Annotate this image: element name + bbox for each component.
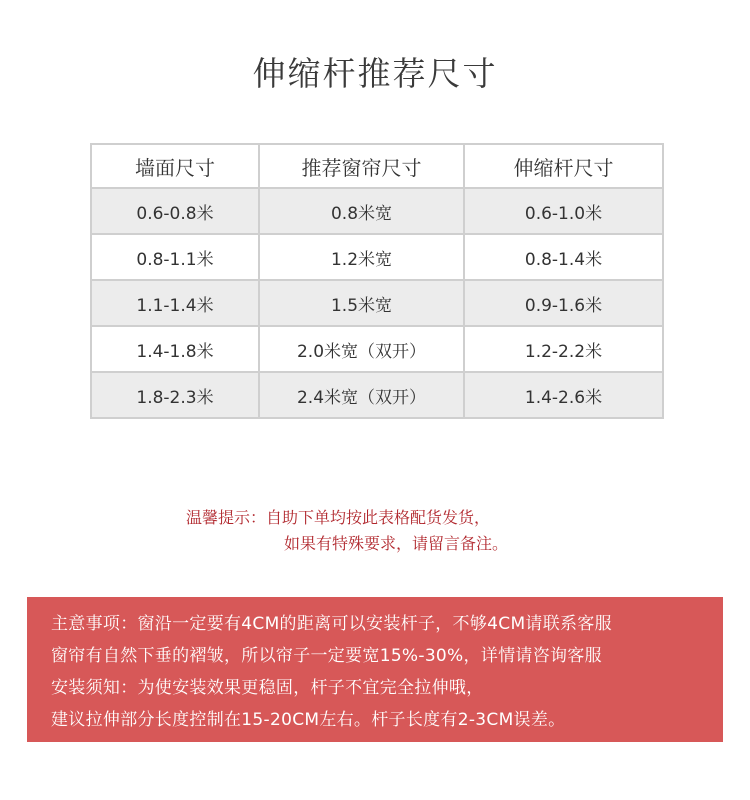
cell-wall-size: 1.1-1.4米: [91, 280, 259, 326]
notice-line-3: 安装须知：为使安装效果更稳固，杆子不宜完全拉伸哦，: [51, 678, 484, 698]
notice-box: [27, 597, 723, 742]
notice-line-1: 主意事项：窗沿一定要有4CM的距离可以安装杆子，不够4CM请联系客服: [51, 614, 612, 634]
table-header-row: [91, 144, 663, 188]
cell-rod-size: 1.4-2.6米: [464, 372, 663, 418]
table-row: [91, 326, 663, 372]
cell-wall-size: 0.6-0.8米: [91, 188, 259, 234]
hint-line-2: 如果有特殊要求，请留言备注。: [284, 534, 509, 553]
cell-curtain-size: 1.5米宽: [259, 280, 464, 326]
cell-rod-size: 0.6-1.0米: [464, 188, 663, 234]
cell-wall-size: 1.8-2.3米: [91, 372, 259, 418]
cell-rod-size: 0.8-1.4米: [464, 234, 663, 280]
cell-wall-size: 0.8-1.1米: [91, 234, 259, 280]
table-row: [91, 372, 663, 418]
table-row: [91, 188, 663, 234]
hint-line-1: 温馨提示：自助下单均按此表格配货发货，: [186, 508, 491, 527]
cell-curtain-size: 2.0米宽（双开）: [259, 326, 464, 372]
notice-line-2: 窗帘有自然下垂的褶皱，所以帘子一定要宽15%-30%，详情请咨询客服: [51, 646, 602, 666]
page-title: 伸缩杆推荐尺寸: [252, 54, 498, 93]
hint-text: [186, 505, 508, 557]
cell-curtain-size: 1.2米宽: [259, 234, 464, 280]
table-row: [91, 234, 663, 280]
cell-rod-size: 0.9-1.6米: [464, 280, 663, 326]
header-rod-size: 伸缩杆尺寸: [464, 144, 663, 188]
cell-wall-size: 1.4-1.8米: [91, 326, 259, 372]
header-wall-size: 墙面尺寸: [91, 144, 259, 188]
table-row: [91, 280, 663, 326]
notice-line-4: 建议拉伸部分长度控制在15-20CM左右。杆子长度有2-3CM误差。: [51, 710, 566, 730]
cell-curtain-size: 0.8米宽: [259, 188, 464, 234]
cell-rod-size: 1.2-2.2米: [464, 326, 663, 372]
header-curtain-size: 推荐窗帘尺寸: [259, 144, 464, 188]
size-table: [90, 143, 664, 419]
cell-curtain-size: 2.4米宽（双开）: [259, 372, 464, 418]
